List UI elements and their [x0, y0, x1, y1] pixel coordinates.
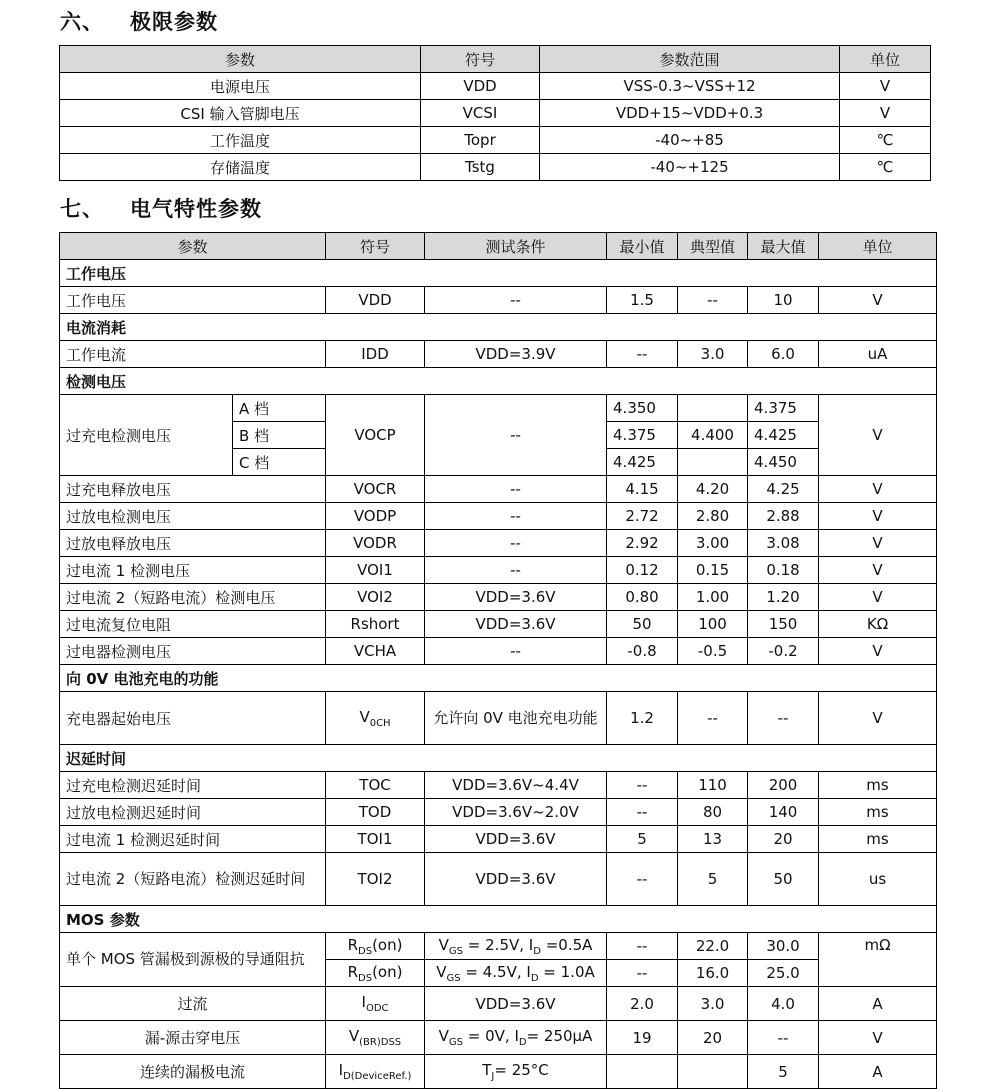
unit-cell: V	[819, 557, 937, 584]
section-title: 电气特性参数	[130, 197, 262, 221]
symbol-subscript: ODC	[365, 1003, 389, 1014]
table-row	[60, 772, 937, 799]
max-cell: -0.2	[748, 638, 819, 665]
symbol-subscript: D(DeviceRef.)	[343, 1071, 412, 1082]
condition-cell: VDD=3.6V	[425, 826, 607, 853]
table-row	[60, 154, 931, 181]
cond-part: V	[436, 962, 447, 981]
max-cell: 50	[748, 853, 819, 906]
symbol-tail: (on)	[372, 935, 403, 954]
unit-cell: uA	[819, 341, 937, 368]
group-label: 向 0V 电池充电的功能	[60, 665, 937, 692]
condition-cell: VDD=3.6V	[425, 987, 607, 1021]
symbol-main: I	[338, 1061, 344, 1079]
max-cell: 2.88	[748, 503, 819, 530]
header-cell: 典型值	[678, 233, 748, 260]
max-cell: --	[748, 692, 819, 745]
condition-cell: VDD=3.6V	[425, 584, 607, 611]
cond-subscript: D	[518, 1037, 527, 1048]
section-6-heading	[60, 6, 218, 36]
grade-label: B 档	[233, 422, 326, 449]
table-cell: -40~+125	[540, 154, 840, 181]
table-row	[60, 611, 937, 638]
cond-subscript: GS	[446, 972, 461, 984]
cond-part: V	[438, 935, 449, 954]
cond-subscript: GS	[448, 945, 464, 957]
table-cell: VDD+15~VDD+0.3	[540, 100, 840, 127]
table-row	[60, 933, 937, 960]
cond-part: =0.5A	[540, 935, 593, 954]
symbol-subscript: DS	[358, 945, 373, 957]
max-cell: 0.18	[748, 557, 819, 584]
typ-cell: 20	[678, 1021, 748, 1055]
condition-cell	[425, 1021, 607, 1055]
symbol-cell: TOI2	[326, 853, 425, 906]
symbol-cell: Rshort	[326, 611, 425, 638]
symbol-subscript: (BR)DSS	[359, 1037, 402, 1048]
param-name: 过放电检测迟延时间	[60, 799, 326, 826]
header-cell: 参数	[60, 46, 421, 73]
header-cell: 单位	[819, 233, 937, 260]
group-label: 工作电压	[60, 260, 937, 287]
table-row	[60, 100, 931, 127]
symbol-cell: VOCR	[326, 476, 425, 503]
symbol-cell: IDD	[326, 341, 425, 368]
min-cell: -0.8	[607, 638, 678, 665]
param-name: 充电器起始电压	[60, 692, 326, 745]
cond-subscript: GS	[448, 1037, 464, 1048]
max-cell: 10	[748, 287, 819, 314]
table-cell: CSI 输入管脚电压	[60, 100, 421, 127]
table-row	[60, 799, 937, 826]
table-row	[60, 987, 937, 1021]
condition-cell	[425, 933, 607, 960]
min-cell: 50	[607, 611, 678, 638]
section-number: 七、	[60, 197, 104, 221]
condition-cell: --	[425, 638, 607, 665]
typ-cell: 110	[678, 772, 748, 799]
param-name: 过电器检测电压	[60, 638, 326, 665]
max-cell: 140	[748, 799, 819, 826]
symbol-main: I	[361, 993, 366, 1011]
table-row	[60, 73, 931, 100]
cond-subscript: D	[530, 972, 539, 984]
unit-cell: V	[819, 1021, 937, 1055]
unit-cell: V	[819, 395, 937, 476]
table-cell: V	[840, 100, 931, 127]
condition-cell: --	[425, 503, 607, 530]
param-name: 工作电压	[60, 287, 326, 314]
cond-part: = 0V, I	[463, 1027, 519, 1045]
header-cell: 最大值	[748, 233, 819, 260]
absolute-max-table	[59, 45, 931, 181]
unit-cell: V	[819, 476, 937, 503]
symbol-main: R	[347, 935, 358, 954]
group-label: 电流消耗	[60, 314, 937, 341]
param-name: 连续的漏极电流	[60, 1055, 326, 1089]
symbol-cell: VODR	[326, 530, 425, 557]
table-row	[60, 1021, 937, 1055]
max-cell: 4.425	[748, 422, 819, 449]
condition-cell: VDD=3.6V~2.0V	[425, 799, 607, 826]
param-name: 工作电流	[60, 341, 326, 368]
table-header-row	[60, 233, 937, 260]
symbol-cell: VCHA	[326, 638, 425, 665]
min-cell: 4.425	[607, 449, 678, 476]
typ-cell	[678, 1055, 748, 1089]
table-row	[60, 530, 937, 557]
unit-cell: us	[819, 853, 937, 906]
unit-cell: V	[819, 503, 937, 530]
group-row	[60, 260, 937, 287]
symbol-cell: VDD	[326, 287, 425, 314]
typ-cell: 3.0	[678, 987, 748, 1021]
typ-cell: -0.5	[678, 638, 748, 665]
min-cell: 4.15	[607, 476, 678, 503]
header-cell: 参数范围	[540, 46, 840, 73]
condition-cell: --	[425, 530, 607, 557]
unit-cell: V	[819, 692, 937, 745]
min-cell: 4.350	[607, 395, 678, 422]
unit-cell: ms	[819, 772, 937, 799]
typ-cell: 100	[678, 611, 748, 638]
condition-cell	[425, 960, 607, 987]
symbol-cell: VOI2	[326, 584, 425, 611]
max-cell: 4.375	[748, 395, 819, 422]
group-row	[60, 906, 937, 933]
min-cell: --	[607, 799, 678, 826]
symbol-subscript: 0CH	[369, 717, 391, 729]
table-cell: ℃	[840, 154, 931, 181]
max-cell: 200	[748, 772, 819, 799]
table-row	[60, 826, 937, 853]
typ-cell	[678, 449, 748, 476]
unit-cell: A	[819, 987, 937, 1021]
min-cell: 4.375	[607, 422, 678, 449]
unit-cell: V	[819, 638, 937, 665]
param-name: 过电流 1 检测电压	[60, 557, 326, 584]
min-cell: --	[607, 960, 678, 987]
table-cell: VSS-0.3~VSS+12	[540, 73, 840, 100]
max-cell: 6.0	[748, 341, 819, 368]
group-row	[60, 314, 937, 341]
param-name: 过电流 2（短路电流）检测电压	[60, 584, 326, 611]
table-cell: 存储温度	[60, 154, 421, 181]
symbol-cell: VOCP	[326, 395, 425, 476]
param-name: 过电流 2（短路电流）检测迟延时间	[60, 853, 326, 906]
max-cell: 30.0	[748, 933, 819, 960]
min-cell: 2.92	[607, 530, 678, 557]
table-row	[60, 692, 937, 745]
table-cell: 工作温度	[60, 127, 421, 154]
min-cell: 0.80	[607, 584, 678, 611]
min-cell: 19	[607, 1021, 678, 1055]
condition-cell: --	[425, 395, 607, 476]
table-cell: Tstg	[421, 154, 540, 181]
condition-cell: --	[425, 476, 607, 503]
table-row	[60, 557, 937, 584]
table-cell: 电源电压	[60, 73, 421, 100]
cond-subscript: J	[491, 1071, 495, 1082]
typ-cell: 80	[678, 799, 748, 826]
min-cell: 1.2	[607, 692, 678, 745]
section-title: 极限参数	[130, 10, 218, 34]
symbol-cell	[326, 1021, 425, 1055]
param-name: 过放电检测电压	[60, 503, 326, 530]
typ-cell: 2.80	[678, 503, 748, 530]
max-cell: 4.450	[748, 449, 819, 476]
grade-label: C 档	[233, 449, 326, 476]
unit-cell: V	[819, 287, 937, 314]
min-cell: --	[607, 933, 678, 960]
table-cell: -40~+85	[540, 127, 840, 154]
typ-cell: 0.15	[678, 557, 748, 584]
cond-part: = 25°C	[494, 1061, 549, 1079]
condition-cell: VDD=3.6V~4.4V	[425, 772, 607, 799]
table-row	[60, 476, 937, 503]
table-cell: Topr	[421, 127, 540, 154]
param-name: 过流	[60, 987, 326, 1021]
min-cell: 2.0	[607, 987, 678, 1021]
table-row	[60, 287, 937, 314]
param-name: 过电流复位电阻	[60, 611, 326, 638]
header-cell: 参数	[60, 233, 326, 260]
param-name: 过电流 1 检测迟延时间	[60, 826, 326, 853]
symbol-cell	[326, 1055, 425, 1089]
symbol-main: V	[348, 1027, 360, 1045]
param-name: 单个 MOS 管漏极到源极的导通阻抗	[60, 933, 326, 987]
symbol-cell: TOI1	[326, 826, 425, 853]
condition-cell: 允许向 0V 电池充电功能	[425, 692, 607, 745]
symbol-tail: (on)	[372, 962, 403, 981]
typ-cell	[678, 395, 748, 422]
symbol-cell: TOD	[326, 799, 425, 826]
max-cell: 1.20	[748, 584, 819, 611]
typ-cell: 22.0	[678, 933, 748, 960]
typ-cell: 16.0	[678, 960, 748, 987]
table-row	[60, 638, 937, 665]
min-cell: 0.12	[607, 557, 678, 584]
typ-cell: --	[678, 287, 748, 314]
condition-cell: --	[425, 287, 607, 314]
max-cell: 20	[748, 826, 819, 853]
cond-part: = 1.0A	[538, 962, 595, 981]
header-cell: 最小值	[607, 233, 678, 260]
symbol-cell: TOC	[326, 772, 425, 799]
table-cell: ℃	[840, 127, 931, 154]
symbol-cell	[326, 692, 425, 745]
group-label: MOS 参数	[60, 906, 937, 933]
cond-part: = 250μA	[526, 1027, 593, 1045]
table-row	[60, 127, 931, 154]
typ-cell: 4.400	[678, 422, 748, 449]
group-label: 检测电压	[60, 368, 937, 395]
table-row	[60, 395, 937, 422]
condition-cell: --	[425, 557, 607, 584]
unit-cell: ms	[819, 799, 937, 826]
param-name: 过充电检测电压	[60, 395, 233, 476]
group-row	[60, 368, 937, 395]
cond-part: = 2.5V, I	[463, 935, 534, 954]
max-cell: 4.0	[748, 987, 819, 1021]
max-cell: --	[748, 1021, 819, 1055]
table-cell: VCSI	[421, 100, 540, 127]
header-cell: 测试条件	[425, 233, 607, 260]
table-row	[60, 503, 937, 530]
param-name: 过充电释放电压	[60, 476, 326, 503]
min-cell: --	[607, 772, 678, 799]
typ-cell: 5	[678, 853, 748, 906]
typ-cell: 13	[678, 826, 748, 853]
max-cell: 5	[748, 1055, 819, 1089]
unit-cell: V	[819, 530, 937, 557]
section-number: 六、	[60, 10, 104, 34]
header-cell: 符号	[421, 46, 540, 73]
max-cell: 3.08	[748, 530, 819, 557]
symbol-main: R	[347, 962, 358, 981]
symbol-cell	[326, 987, 425, 1021]
symbol-cell: VODP	[326, 503, 425, 530]
min-cell: 1.5	[607, 287, 678, 314]
min-cell	[607, 1055, 678, 1089]
grade-label: A 档	[233, 395, 326, 422]
cond-subscript: D	[533, 945, 541, 957]
symbol-cell: VOI1	[326, 557, 425, 584]
condition-cell: VDD=3.6V	[425, 853, 607, 906]
param-name: 过充电检测迟延时间	[60, 772, 326, 799]
typ-cell: 3.00	[678, 530, 748, 557]
section-7-heading	[60, 193, 262, 223]
min-cell: 2.72	[607, 503, 678, 530]
header-cell: 符号	[326, 233, 425, 260]
table-row	[60, 341, 937, 368]
table-cell: VDD	[421, 73, 540, 100]
typ-cell: 4.20	[678, 476, 748, 503]
condition-cell: VDD=3.9V	[425, 341, 607, 368]
typ-cell: 3.0	[678, 341, 748, 368]
param-name: 漏-源击穿电压	[60, 1021, 326, 1055]
symbol-cell	[326, 960, 425, 987]
symbol-main: V	[359, 707, 370, 726]
max-cell: 150	[748, 611, 819, 638]
min-cell: 5	[607, 826, 678, 853]
table-row	[60, 853, 937, 906]
max-cell: 4.25	[748, 476, 819, 503]
min-cell: --	[607, 341, 678, 368]
unit-cell: V	[819, 584, 937, 611]
cond-part: T	[482, 1061, 492, 1079]
group-row	[60, 665, 937, 692]
group-label: 迟延时间	[60, 745, 937, 772]
typ-cell: --	[678, 692, 748, 745]
cond-part: = 4.5V, I	[460, 962, 531, 981]
unit-cell: ms	[819, 826, 937, 853]
condition-cell: VDD=3.6V	[425, 611, 607, 638]
condition-cell	[425, 1055, 607, 1089]
group-row	[60, 745, 937, 772]
header-cell: 单位	[840, 46, 931, 73]
unit-cell: KΩ	[819, 611, 937, 638]
unit-cell: mΩ	[819, 933, 937, 987]
electrical-characteristics-table	[59, 232, 937, 1089]
table-header-row	[60, 46, 931, 73]
param-name: 过放电释放电压	[60, 530, 326, 557]
table-row	[60, 1055, 937, 1089]
cond-part: V	[438, 1027, 449, 1045]
table-cell: V	[840, 73, 931, 100]
symbol-subscript: DS	[358, 972, 373, 984]
symbol-cell	[326, 933, 425, 960]
table-row	[60, 584, 937, 611]
typ-cell: 1.00	[678, 584, 748, 611]
max-cell: 25.0	[748, 960, 819, 987]
min-cell: --	[607, 853, 678, 906]
unit-cell: A	[819, 1055, 937, 1089]
